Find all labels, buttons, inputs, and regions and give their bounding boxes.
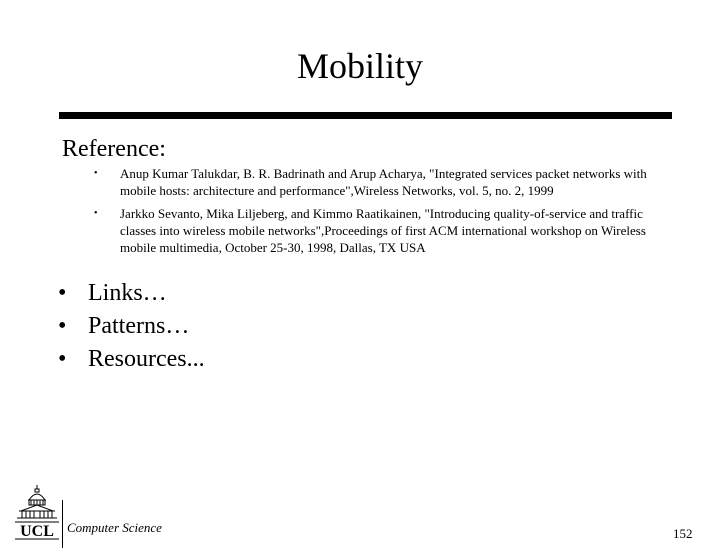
list-item-text: Resources... bbox=[88, 346, 205, 372]
bullet-icon: • bbox=[58, 346, 67, 372]
bullet-icon: • bbox=[58, 313, 67, 339]
reference-text: Anup Kumar Talukdar, B. R. Badrinath and Arup Acharya, "Integrated services packet networks with mobile hosts: architecture and performance",Wireless Networks, vol. 5, no. 2, 1999 bbox=[120, 166, 647, 198]
footer-divider bbox=[62, 500, 63, 548]
main-bullet-list bbox=[58, 277, 205, 376]
reference-item bbox=[94, 205, 674, 256]
list-item bbox=[58, 277, 205, 310]
list-item-text: Patterns… bbox=[88, 313, 190, 339]
reference-item bbox=[94, 165, 674, 199]
ucl-logo-icon bbox=[14, 484, 60, 540]
reference-list bbox=[94, 165, 674, 262]
logo-text: UCL bbox=[20, 523, 54, 540]
bullet-icon: • bbox=[94, 208, 98, 219]
bullet-icon: • bbox=[58, 280, 67, 306]
list-item-text: Links… bbox=[88, 280, 167, 306]
title-divider bbox=[59, 112, 672, 119]
reference-text: Jarkko Sevanto, Mika Liljeberg, and Kimmo Raatikainen, "Introducing quality-of-service and traffic classes into wireless mobile networks",Proceedings of first ACM international workshop on Wireless mobile multimedia, October 25-30, 1998, Dallas, TX USA bbox=[120, 206, 646, 255]
reference-heading: Reference: bbox=[62, 136, 166, 162]
list-item bbox=[58, 343, 205, 376]
department-label: Computer Science bbox=[67, 520, 162, 535]
page-number: 152 bbox=[673, 526, 693, 541]
bullet-icon: • bbox=[94, 168, 98, 179]
slide-title: Mobility bbox=[296, 46, 424, 86]
list-item bbox=[58, 310, 205, 343]
